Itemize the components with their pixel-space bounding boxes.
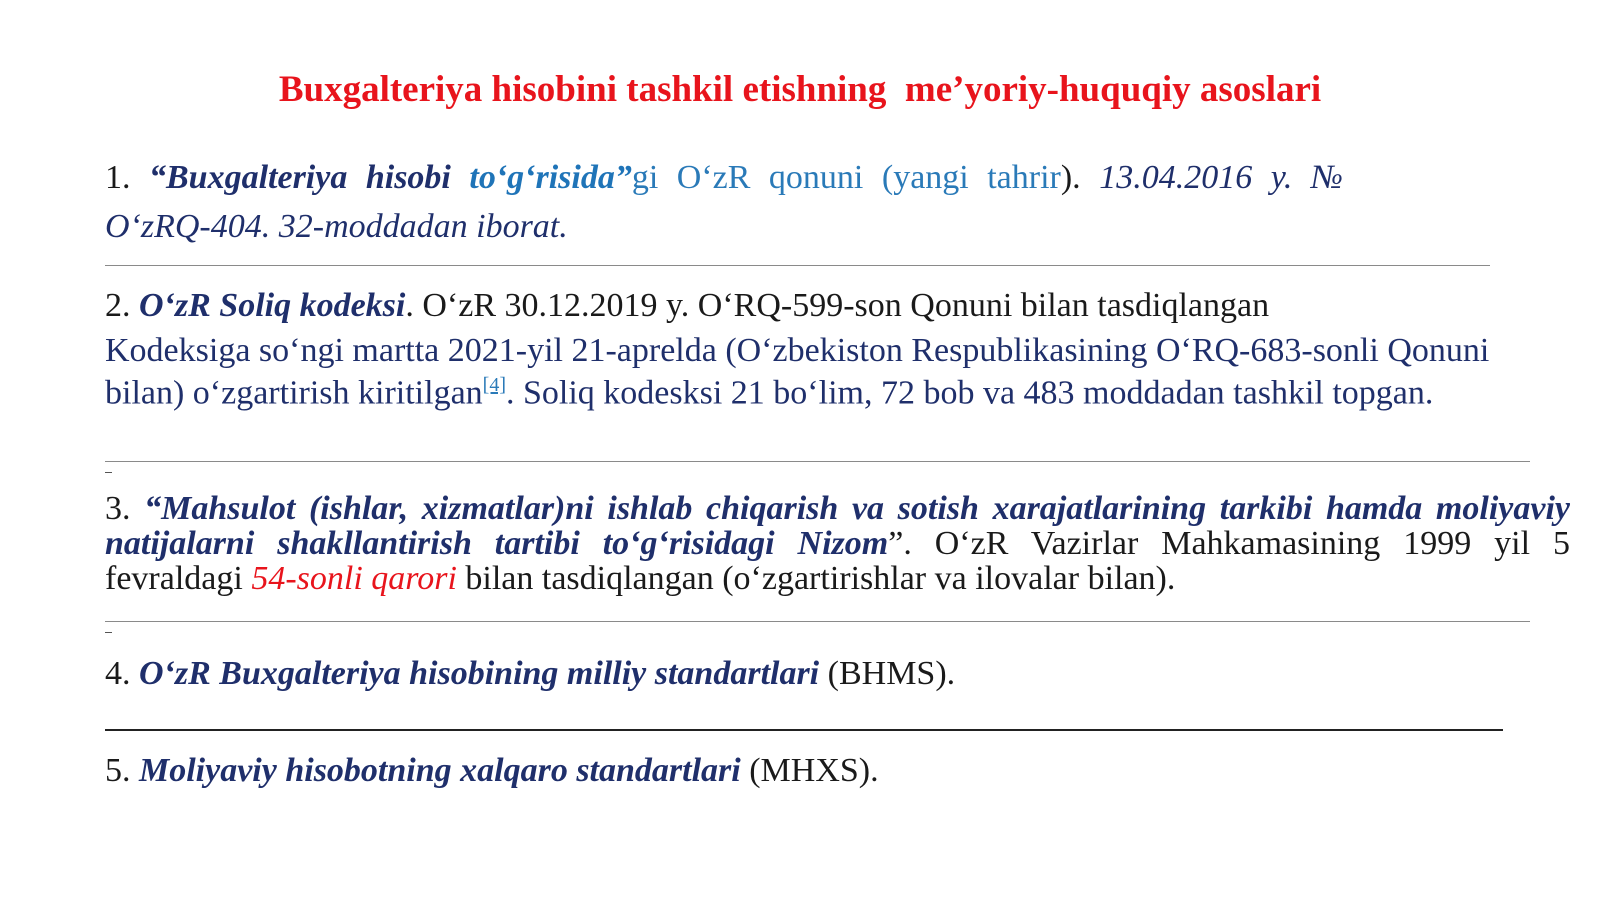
law-title-link: to‘g‘risida” [469,159,632,196]
item-number: 3. [105,490,145,527]
law-date: 13.04.2016 y. № [1099,159,1343,196]
slide-title: Buxgalteriya hisobini tashkil etishning me’yoriy-huquqiy asoslari [278,69,1322,110]
divider-stub [105,472,112,473]
standards-title: O‘zR Buxgalteriya hisobining milliy standartlari [139,655,820,692]
list-item-5: 5. Moliyaviy hisobotning xalqaro standartlari (MHXS). [105,752,879,789]
law-description: gi O‘zR qonuni (yangi tahrir [631,159,1061,196]
item-number: 4. [105,655,139,692]
regulation-title: “Mahsulot (ishlar, xizmatlar)ni ishlab chiqarish va sotish xarajatlarining tarkibi hamda moliyaviy natijalarni shakllantirish tartibi to‘g‘risidagi Nizom [105,490,1570,562]
list-item-1: 1. “Buxgalteriya hisobi to‘g‘risida”gi O‘zR qonuni (yangi tahrir). 13.04.2016 y. № O‘zRQ-404. 32-moddadan iborat. [105,153,1415,252]
item-number: 1. [105,159,149,196]
item-number: 2. [105,287,139,324]
divider-stub [105,632,112,633]
law-number: O‘zRQ-404. 32-moddadan iborat. [105,208,568,246]
divider [105,621,1530,622]
list-item-4: 4. O‘zR Buxgalteriya hisobining milliy standartlari (BHMS). [105,655,956,692]
code-description: . O‘zR 30.12.2019 y. O‘RQ-599-son Qonuni bilan tasdiqlangan [405,287,1270,324]
list-item-2-body: Kodeksiga so‘ngi martta 2021-yil 21-aprelda (O‘zbekiston Respublikasining O‘RQ-683-sonli Qonuni bilan) o‘zgartirish kiritilgan[4]. Soliq kodesksi 21 bo‘lim, 72 bob va 483 moddadan tashkil topgan. [105,332,1490,412]
divider [105,265,1490,266]
list-item-2 [105,281,1269,330]
list-item-3: 3. “Mahsulot (ishlar, xizmatlar)ni ishlab chiqarish va sotish xarajatlarining tarkibi hamda moliyaviy natijalarni shakllantirish tartibi to‘g‘risidagi Nizom”. O‘zR Vazirlar Mahkamasining 1999 yil 5 fevraldagi 54-sonli qarori bilan tasdiqlangan (o‘zgartirishlar va ilovalar bilan). [105,490,1570,597]
resolution-number: 54-sonli qarori [251,560,457,597]
footnote-link[interactable]: [4] [482,374,506,396]
divider [105,461,1530,462]
code-title: O‘zR Soliq kodeksi [139,287,406,324]
item-number: 5. [105,752,139,789]
divider [105,729,1503,731]
standards-title: Moliyaviy hisobotning xalqaro standartlari [139,752,741,789]
law-title: “Buxgalteriya hisobi [149,159,470,196]
